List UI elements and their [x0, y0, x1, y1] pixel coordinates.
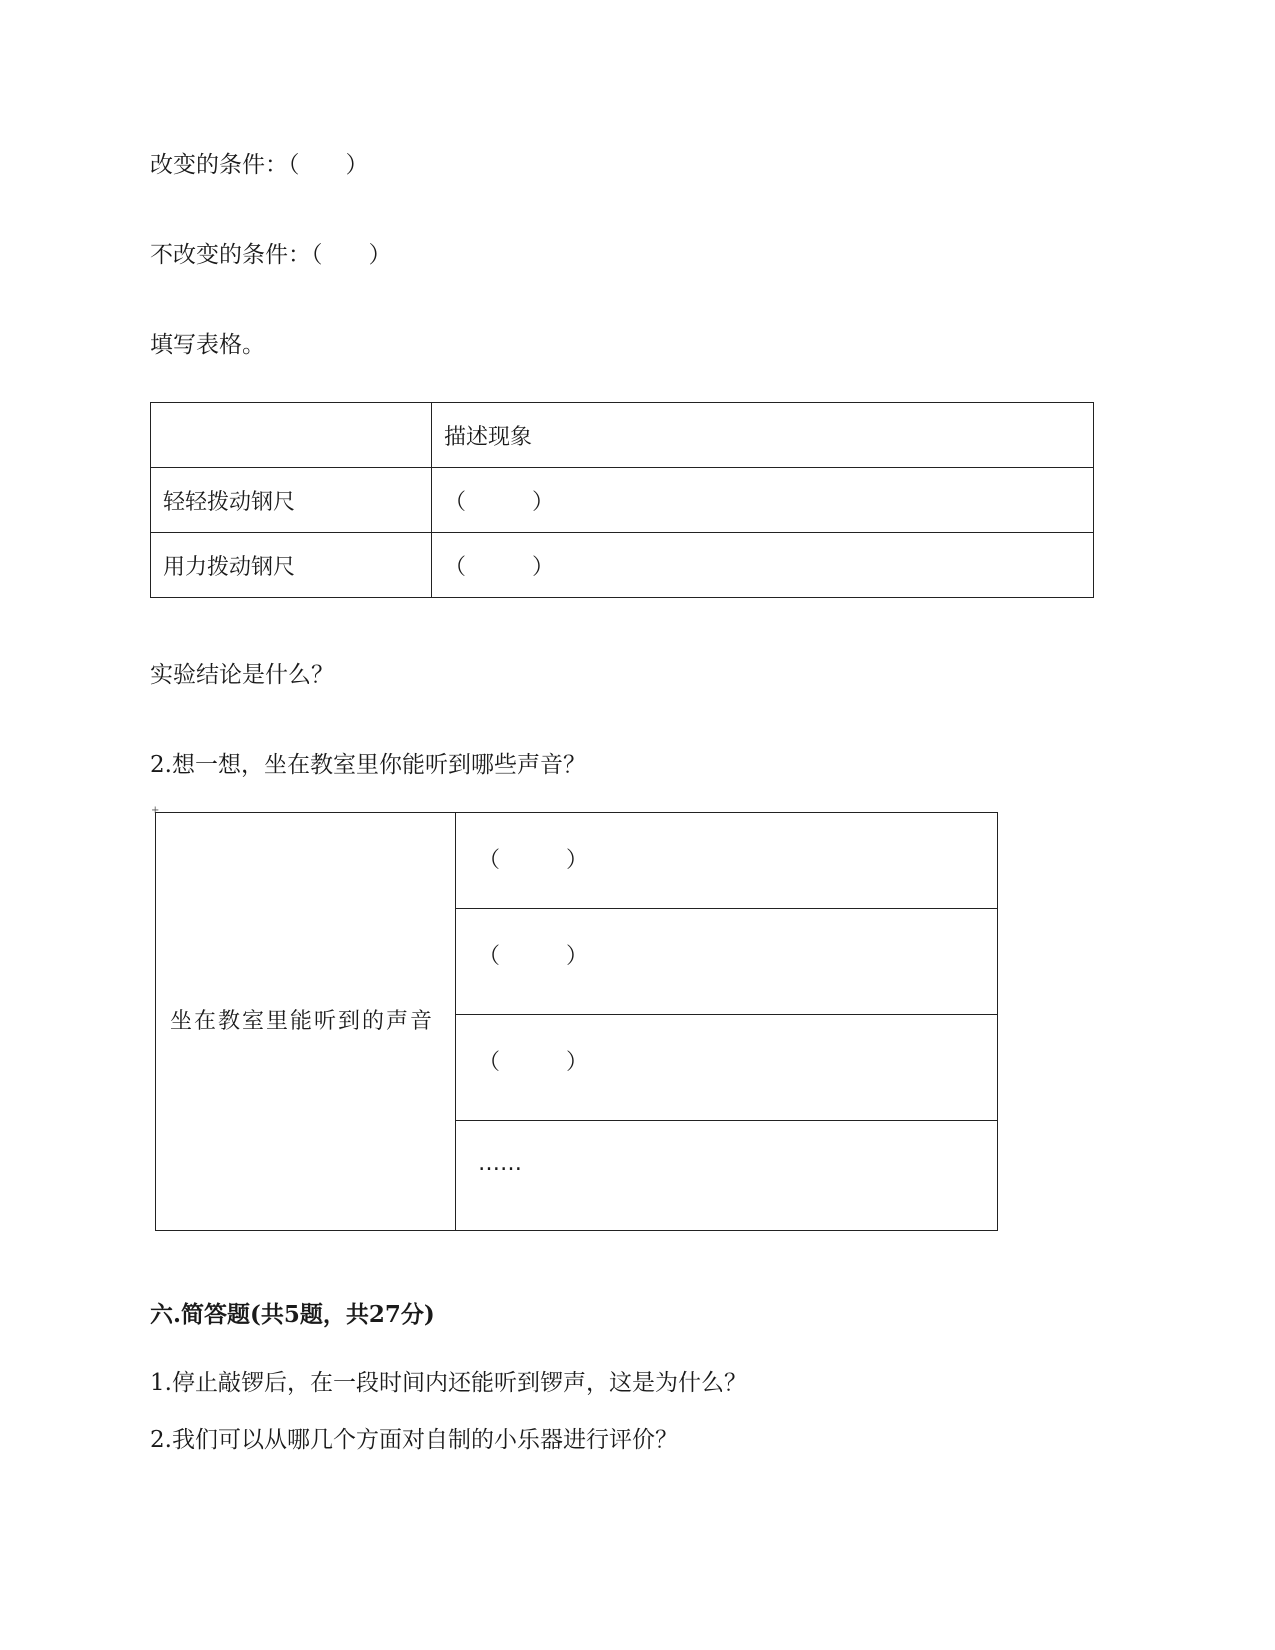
answer-blank[interactable]: （ ） — [456, 909, 998, 1015]
table-row — [151, 403, 1094, 468]
short-answer-q2: 2.我们可以从哪几个方面对自制的小乐器进行评价？ — [150, 1427, 678, 1453]
table-cell: 轻轻拨动钢尺 — [151, 468, 432, 533]
table-row — [151, 533, 1094, 598]
conclusion-question: 实验结论是什么？ — [150, 662, 334, 688]
unchanged-condition-line: 不改变的条件：（ ） — [150, 242, 392, 268]
ellipsis-cell: …… — [456, 1121, 998, 1231]
table-row — [151, 468, 1094, 533]
answer-blank[interactable]: （ ） — [456, 813, 998, 909]
answer-blank[interactable]: （ ） — [456, 1015, 998, 1121]
section-6-heading: 六.简答题(共5题，共27分) — [150, 1301, 435, 1328]
anchor-marker: + — [151, 805, 160, 816]
answer-blank[interactable]: （ ） — [432, 533, 1094, 598]
answer-blank[interactable]: （ ） — [432, 468, 1094, 533]
table-cell — [151, 403, 432, 468]
table-label-cell: 坐在教室里能听到的声音 — [156, 813, 456, 1231]
table-row — [156, 813, 998, 909]
fill-table-instruction: 填写表格。 — [150, 332, 265, 358]
question-2: 2.想一想，坐在教室里你能听到哪些声音？ — [150, 752, 586, 778]
short-answer-q1: 1.停止敲锣后，在一段时间内还能听到锣声，这是为什么？ — [150, 1370, 747, 1396]
table-cell: 用力拨动钢尺 — [151, 533, 432, 598]
table-header-cell: 描述现象 — [432, 403, 1094, 468]
changed-condition-line: 改变的条件：（ ） — [150, 152, 369, 178]
classroom-sounds-table — [155, 812, 998, 1231]
phenomenon-table — [150, 402, 1094, 598]
